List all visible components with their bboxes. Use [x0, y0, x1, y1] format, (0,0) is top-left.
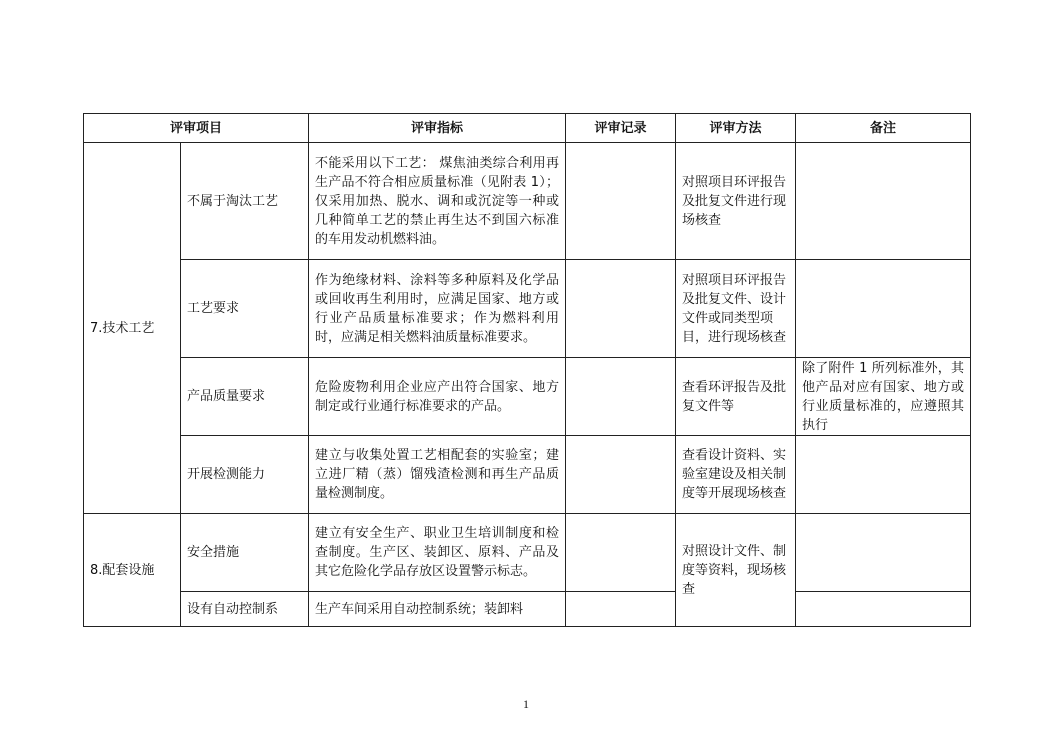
table-row	[84, 436, 971, 514]
header-method: 评审方法	[676, 114, 796, 143]
table-row	[84, 260, 971, 358]
indicator-cell: 危险废物利用企业应产出符合国家、地方制定或行业通行标准要求的产品。	[309, 358, 566, 436]
table-row	[84, 592, 971, 627]
item-cell: 工艺要求	[181, 260, 309, 358]
review-table	[83, 113, 971, 627]
record-cell	[566, 592, 676, 627]
note-cell	[796, 143, 971, 260]
note-cell	[796, 514, 971, 592]
item-cell: 设有自动控制系	[181, 592, 309, 627]
method-cell: 查看环评报告及批复文件等	[676, 358, 796, 436]
header-item: 评审项目	[84, 114, 309, 143]
indicator-cell: 生产车间采用自动控制系统；装卸料	[309, 592, 566, 627]
header-note: 备注	[796, 114, 971, 143]
item-cell: 开展检测能力	[181, 436, 309, 514]
record-cell	[566, 436, 676, 514]
table-row	[84, 358, 971, 436]
note-cell	[796, 260, 971, 358]
category-cell: 7.技术工艺	[84, 143, 181, 514]
note-cell	[796, 436, 971, 514]
indicator-cell: 作为绝缘材料、涂料等多种原料及化学品或回收再生利用时，应满足国家、地方或行业产品质量标准要求；作为燃料利用时，应满足相关燃料油质量标准要求。	[309, 260, 566, 358]
item-cell: 安全措施	[181, 514, 309, 592]
method-cell: 对照设计文件、制度等资料，现场核查	[676, 514, 796, 627]
record-cell	[566, 358, 676, 436]
indicator-cell: 建立有安全生产、职业卫生培训制度和检查制度。生产区、装卸区、原料、产品及其它危险化学品存放区设置警示标志。	[309, 514, 566, 592]
record-cell	[566, 514, 676, 592]
method-cell: 查看设计资料、实验室建设及相关制度等开展现场核查	[676, 436, 796, 514]
note-cell: 除了附件 1 所列标准外，其他产品对应有国家、地方或行业质量标准的，应遵照其执行	[796, 358, 971, 436]
page-number: 1	[523, 697, 529, 711]
item-cell: 产品质量要求	[181, 358, 309, 436]
indicator-cell: 不能采用以下工艺： 煤焦油类综合利用再生产品不符合相应质量标准（见附表 1）；仅采用加热、脱水、调和或沉淀等一种或几种简单工艺的禁止再生达不到国六标准的车用发动机燃料油。	[309, 143, 566, 260]
header-row	[84, 114, 971, 143]
indicator-cell: 建立与收集处置工艺相配套的实验室；建立进厂精（蒸）馏残渣检测和再生产品质量检测制度。	[309, 436, 566, 514]
category-cell: 8.配套设施	[84, 514, 181, 627]
record-cell	[566, 143, 676, 260]
header-indicator: 评审指标	[309, 114, 566, 143]
method-cell: 对照项目环评报告及批复文件进行现场核查	[676, 143, 796, 260]
record-cell	[566, 260, 676, 358]
table-row	[84, 514, 971, 592]
item-cell: 不属于淘汰工艺	[181, 143, 309, 260]
table-row	[84, 143, 971, 260]
note-cell	[796, 592, 971, 627]
method-cell: 对照项目环评报告及批复文件、设计文件或同类型项目，进行现场核查	[676, 260, 796, 358]
header-record: 评审记录	[566, 114, 676, 143]
